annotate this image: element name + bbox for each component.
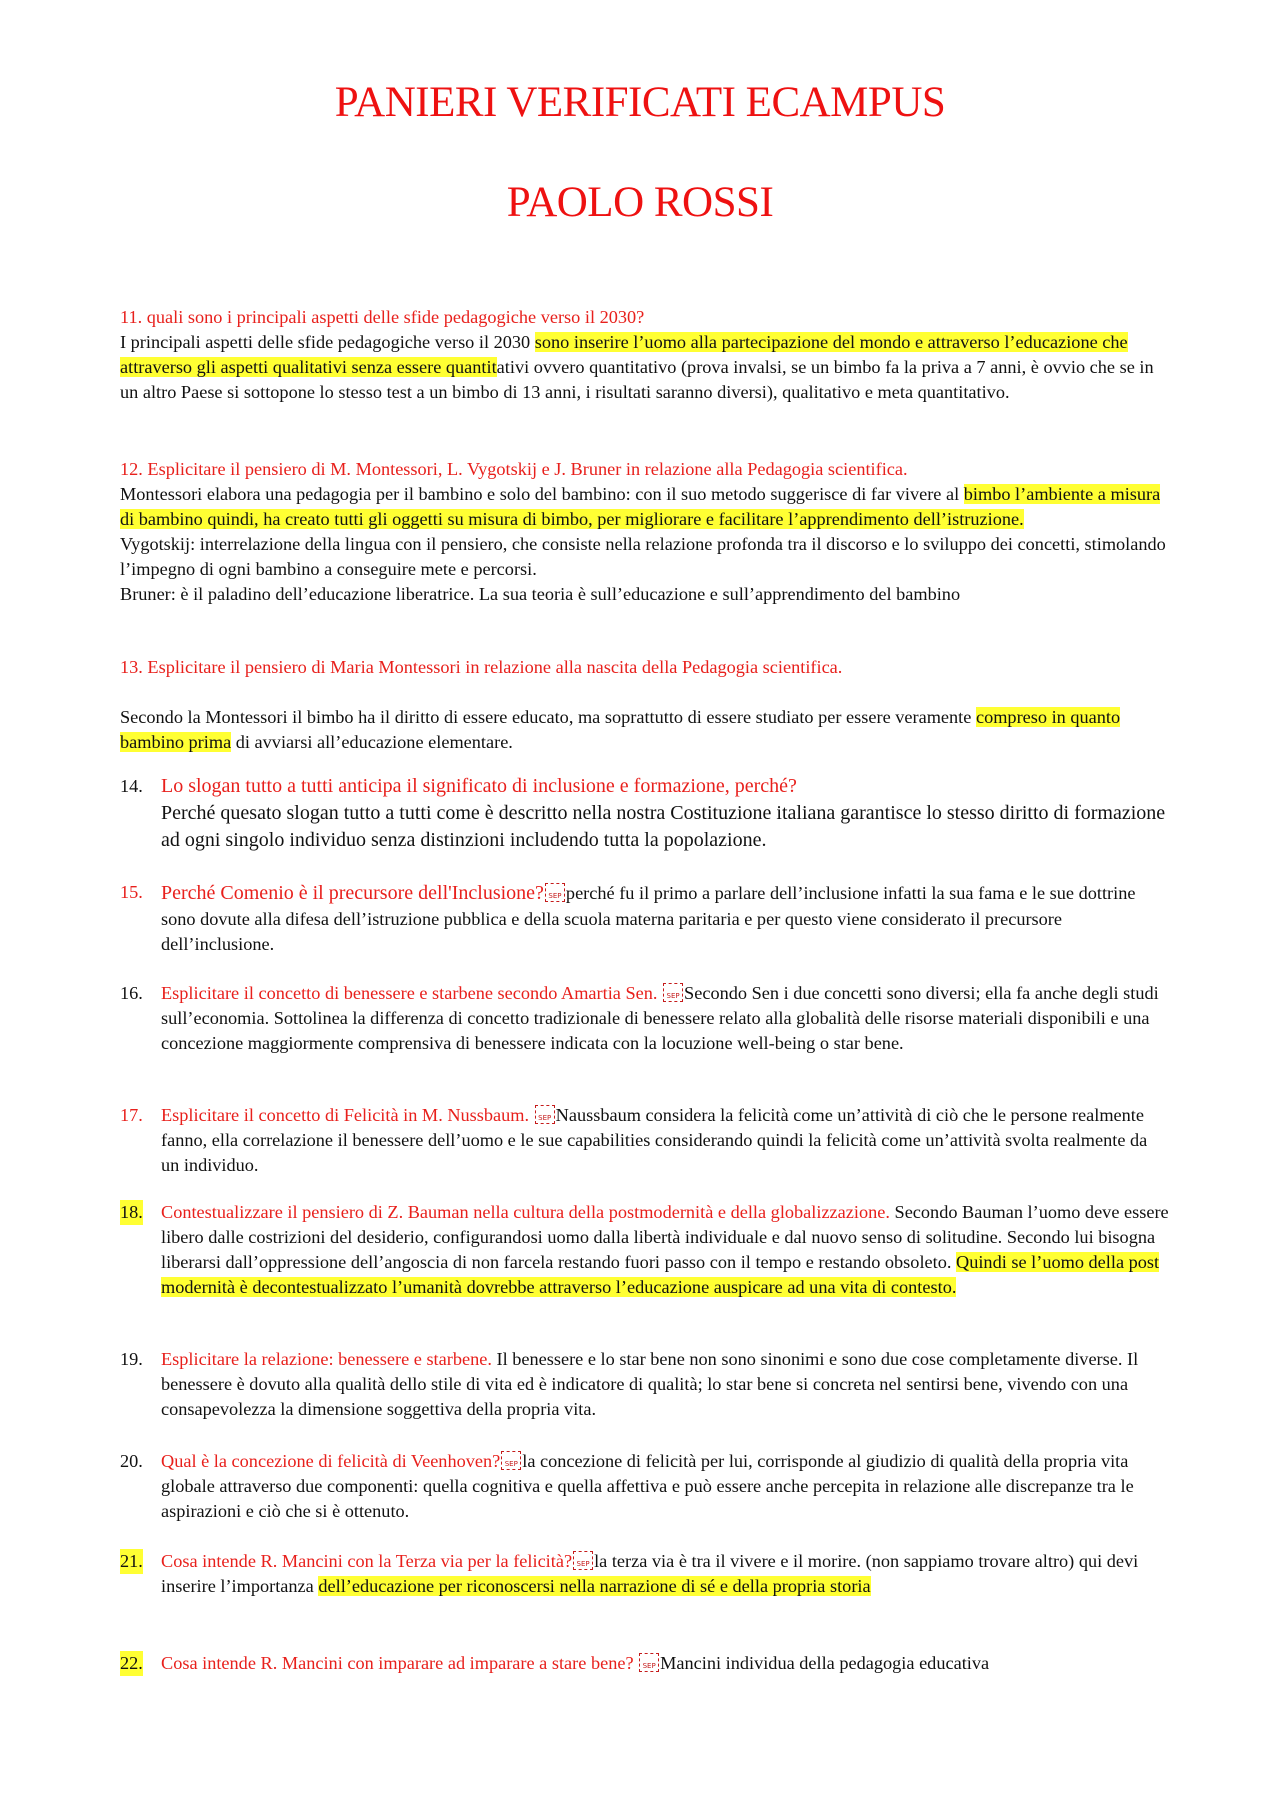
separator-icon — [545, 883, 565, 902]
question-number-19: 19. — [120, 1349, 143, 1369]
answer-17: Naussbaum considera la felicità come un’attività di ciò che le persone realmente fanno, ella correlazione il benessere dell’uomo e le sue capabilities considerando quindi la felicità come un’attività svolta realmente da un individuo. — [161, 1105, 1148, 1175]
question-block-21 — [120, 1549, 1170, 1599]
answer-20: la concezione di felicità per lui, corrisponde al giudizio di qualità della propria vita globale attraverso due componenti: quella cognitiva e quella affettiva e può essere anche percepita in relazione alle discrepanze tra le aspirazioni e ciò che si è ottenuto. — [161, 1451, 1134, 1521]
question-number-16: 16. — [120, 983, 143, 1003]
answer-16: Secondo Sen i due concetti sono diversi; ella fa anche degli studi sull’economia. Sottolinea la differenza di concetto tradizionale di benessere relato alla globalità delle risorse materiali disponibili e una concezione maggiormente comprensiva di benessere indicata con la locuzione well-being o star bene. — [161, 983, 1159, 1053]
question-17: Esplicitare il concetto di Felicità in M. Nussbaum. — [161, 1105, 530, 1125]
question-number-14: 14. — [120, 776, 143, 796]
separator-icon — [535, 1105, 555, 1124]
question-number-21: 21. — [120, 1549, 143, 1574]
answer-11 — [120, 330, 1170, 405]
answer-12-vygotskij: Vygotskij: interrelazione della lingua con il pensiero, che consiste nella relazione profonda tra il discorso e lo sviluppo dei concetti, stimolando l’impegno di ogni bambino a conseguire mete e percorsi. — [120, 534, 1166, 579]
question-block-16 — [120, 981, 1170, 1056]
answer-11-highlight: sono inserire l’uomo alla partecipazione del mondo e attraverso l’educazione che attraverso gli aspetti qualitativi senza essere quantit — [120, 332, 1128, 377]
question-block-12 — [120, 457, 1170, 607]
answer-14: Perché quesato slogan tutto a tutti come è descritto nella nostra Costituzione italiana garantisce lo stesso diritto di formazione ad ogni singolo individuo senza distinzioni includendo tutta la popolazione. — [161, 802, 1166, 851]
question-19: Esplicitare la relazione: benessere e starbene. — [161, 1349, 492, 1369]
question-20: Qual è la concezione di felicità di Veenhoven? — [161, 1451, 501, 1471]
separator-icon — [573, 1551, 593, 1570]
answer-11-text-rest: ativi ovvero quantitativo (prova invalsi, se un bimbo fa la priva a 7 anni, è ovvio che se in un altro Paese si sottopone lo stesso test a un bimbo di 13 anni, i risultati saranno diversi), qualitativo e meta quantitativo. — [120, 357, 1154, 402]
question-number-20: 20. — [120, 1451, 143, 1471]
question-block-20 — [120, 1449, 1170, 1524]
answer-18-text: Secondo Bauman l’uomo deve essere libero dalle costrizioni del desiderio, configurandosi uomo dalla libertà individuale e dal nuovo senso di solitudine. Secondo lui bisogna liberarsi dall’oppressione dell’angoscia di non farcela restando fuori passo con il tempo e restando obsoleto. — [161, 1202, 1169, 1272]
answer-13-text-rest: di avviarsi all’educazione elementare. — [231, 732, 513, 752]
separator-icon — [639, 1653, 659, 1672]
question-11: 11. quali sono i principali aspetti delle sfide pedagogiche verso il 2030? — [120, 307, 645, 327]
question-block-14 — [120, 773, 1170, 854]
question-block-17 — [120, 1103, 1170, 1178]
question-block-13 — [120, 655, 1170, 755]
answer-19: Il benessere e lo star bene non sono sinonimi e sono due cose completamente diverse. Il benessere è dovuto alla qualità dello stile di vita ed è indicatore di qualità; lo star bene si concreta nel sentirsi bene, vivendo con una consapevolezza la dimensione soggettiva della propria vita. — [161, 1349, 1139, 1419]
answer-11-text: I principali aspetti delle sfide pedagogiche verso il 2030 — [120, 332, 535, 352]
question-13: 13. Esplicitare il pensiero di Maria Montessori in relazione alla nascita della Pedagogia scientifica. — [120, 657, 843, 677]
answer-13-highlight: compreso in quanto bambino prima — [120, 707, 1121, 752]
question-16: Esplicitare il concetto di benessere e starbene secondo Amartia Sen. — [161, 983, 658, 1003]
answer-22: Mancini individua della pedagogia educativa — [660, 1653, 990, 1673]
document-title: PANIERI VERIFICATI ECAMPUS — [334, 79, 946, 126]
question-block-15 — [120, 880, 1170, 957]
question-block-18 — [120, 1200, 1170, 1300]
document-author: PAOLO ROSSI — [506, 179, 774, 226]
question-block-11 — [120, 305, 1170, 405]
question-12: 12. Esplicitare il pensiero di M. Montessori, L. Vygotskij e J. Bruner in relazione alla Pedagogia scientifica. — [120, 459, 908, 479]
question-block-22 — [120, 1651, 1170, 1676]
question-block-19 — [120, 1347, 1170, 1422]
answer-13-text: Secondo la Montessori il bimbo ha il diritto di essere educato, ma soprattutto di essere studiato per essere veramente — [120, 707, 976, 727]
question-number-22: 22. — [120, 1651, 143, 1676]
question-15: Perché Comenio è il precursore dell'Inclusione? — [161, 882, 544, 904]
answer-12-montessori — [120, 482, 1170, 532]
answer-21-text: la terza via è tra il vivere e il morire. (non sappiamo trovare altro) qui devi inserire l’importanza — [161, 1551, 1139, 1596]
question-number-15: 15. — [120, 882, 143, 902]
separator-icon — [501, 1451, 521, 1470]
separator-icon — [663, 983, 683, 1002]
answer-12-text: Montessori elabora una pedagogia per il bambino e solo del bambino: con il suo metodo suggerisce di far vivere al — [120, 484, 964, 504]
answer-12-highlight: bimbo l’ambiente a misura di bambino quindi, ha creato tutti gli oggetti su misura di bimbo, per migliorare e facilitare l’apprendimento dell’istruzione. — [120, 484, 1161, 529]
question-14: Lo slogan tutto a tutti anticipa il significato di inclusione e formazione, perché? — [161, 775, 797, 797]
answer-21-highlight: dell’educazione per riconoscersi nella narrazione di sé e della propria storia — [318, 1576, 871, 1596]
question-22: Cosa intende R. Mancini con imparare ad imparare a stare bene? — [161, 1653, 634, 1673]
answer-13 — [120, 705, 1170, 755]
question-number-17: 17. — [120, 1105, 143, 1125]
question-21: Cosa intende R. Mancini con la Terza via per la felicità? — [161, 1551, 573, 1571]
question-number-18: 18. — [120, 1200, 143, 1225]
question-18: Contestualizzare il pensiero di Z. Bauman nella cultura della postmodernità e della globalizzazione. — [161, 1202, 890, 1222]
answer-12-bruner: Bruner: è il paladino dell’educazione liberatrice. La sua teoria è sull’educazione e sull’apprendimento del bambino — [120, 584, 961, 604]
answer-18-highlight: Quindi se l’uomo della post modernità è decontestualizzato l’umanità dovrebbe attraverso l’educazione auspicare ad una vita di contesto. — [161, 1252, 1160, 1297]
answer-15: perché fu il primo a parlare dell’inclusione infatti la sua fama e le sue dottrine sono dovute alla difesa dell’istruzione pubblica e della scuola materna paritaria e per questo viene considerato il precursore dell’inclusione. — [161, 883, 1136, 954]
